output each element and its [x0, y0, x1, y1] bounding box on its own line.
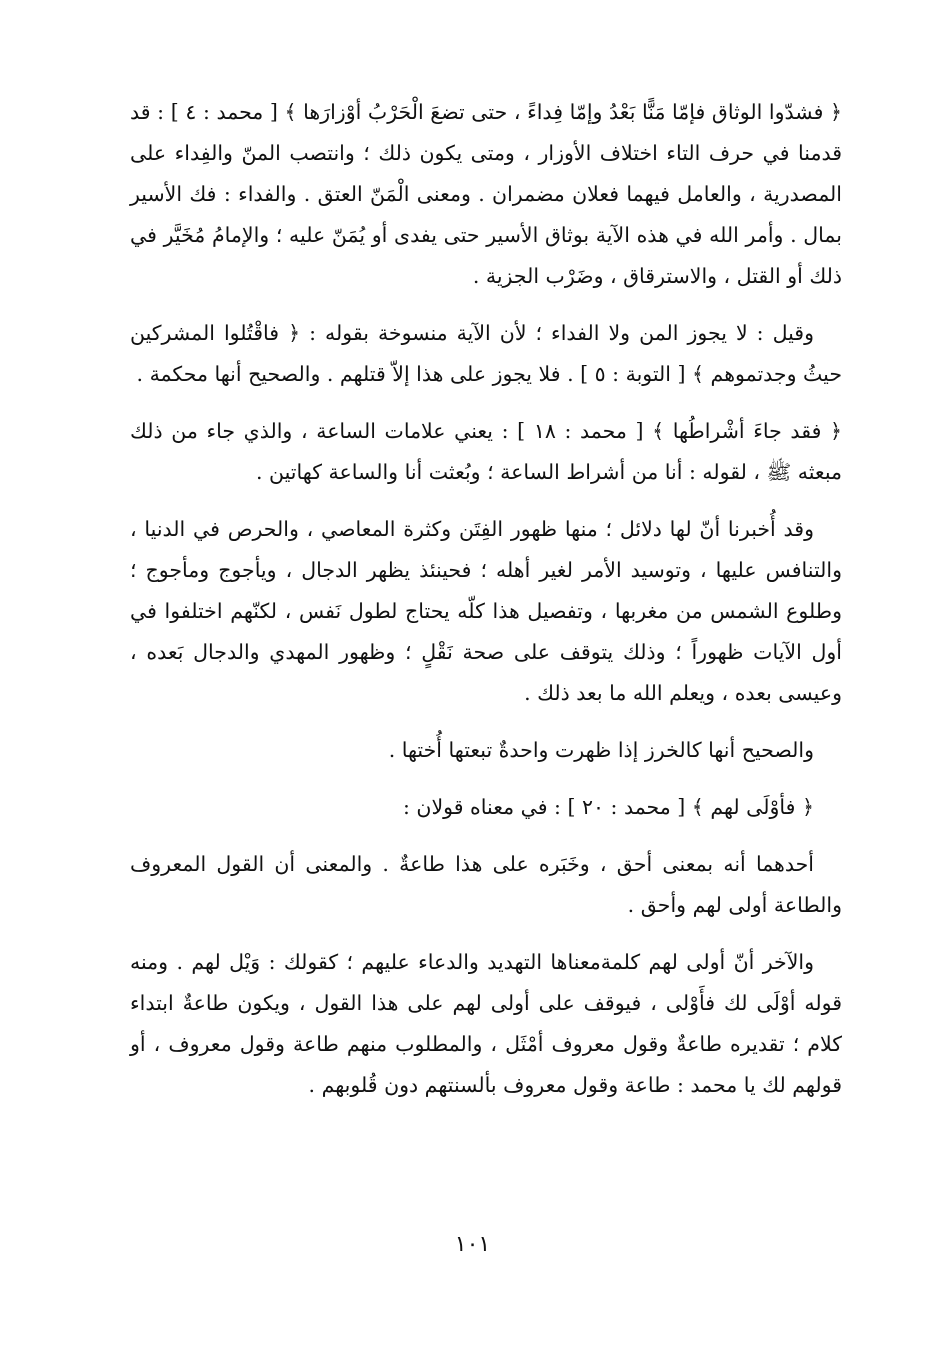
paragraph-verse-4: ﴿ فشدّوا الوثاق فإمّا مَنًّا بَعْدُ وإمّا فِداءً ، حتى تضعَ الْحَرْبُ أوْزارَها ﴾ [ محمد : ٤ ] : قد قدمنا في حرف التاء اختلاف الأوزار ، ومتى يكون ذلك ؛ وانتصب المنّ والفِداء على المصدرية ، والعامل فيهما فعلان مضمران . ومعنى الْمَنّ العتق . والفداء : فك الأسير بمال . وأمر الله في هذه الآية بوثاق الأسير حتى يفدى أو يُمَنّ عليه ؛ والإمامُ مُخَيَّر في ذلك أو القتل ، والاسترقاق ، وضَرْب الجزية .	[130, 100, 842, 288]
paragraph-first-opinion: أحدهما أنه بمعنى أحق ، وخَبَره على هذا طاعةٌ . والمعنى أن القول المعروف والطاعة أولى لهم وأحق .	[130, 852, 842, 917]
page-number: ١٠١	[454, 1232, 491, 1257]
paragraph-second-opinion: والآخر أنّ أولى لهم كلمةمعناها التهديد والدعاء عليهم ؛ كقولك : وَيْل لهم . ومنه قوله أوْلَى لك فأَوْلى ، فيوقف على أولى لهم على هذا القول ، ويكون طاعةٌ ابتداء كلام ؛ تقديره طاعةٌ وقول معروف أمْثَل ، والمطلوب منهم طاعة وقول معروف ، أو قولهم لك يا محمد : طاعة وقول معروف بألسنتهم دون قُلوبهم .	[130, 950, 842, 1097]
paragraph-signs: وقد أُخبرنا أنّ لها دلائل ؛ منها ظهور الفِتَن وكثرة المعاصي ، والحرص في الدنيا ، والتنافس عليها ، وتوسيد الأمر لغير أهله ؛ فحينئذ يظهر الدجال ، ويأجوج ومأجوج ؛ وطلوع الشمس من مغربها ، وتفصيل هذا كلّه يحتاج لطول نَفس ، لكنّهم اختلفوا في أول الآيات ظهوراً ؛ وذلك يتوقف على صحة نَقْلٍ ؛ وظهور المهدي والدجال بَعده ، وعيسى بعده ، ويعلم الله ما بعد ذلك .	[130, 517, 842, 705]
paragraph-verse-18: ﴿ فقد جاءَ أشْراطُها ﴾ [ محمد : ١٨ ] : يعني علامات الساعة ، والذي جاء من ذلك مبعثه ﷺ ، لقوله : أنا من أشراط الساعة ؛ وبُعثت أنا والساعة كهاتين .	[130, 419, 843, 484]
paragraph-abrogation: وقيل : لا يجوز المن ولا الفداء ؛ لأن الآية منسوخة بقوله : ﴿ فاقْتُلوا المشركين حيثُ وجدتموهم ﴾ [ التوبة : ٥ ] . فلا يجوز على هذا إلاّ قتلهم . والصحيح أنها محكمة .	[130, 321, 842, 386]
paragraph-beads: والصحيح أنها كالخرز إذا ظهرت واحدةٌ تبعتها أُختها .	[388, 738, 814, 762]
paragraph-verse-20: ﴿ فأوْلَى لهم ﴾ [ محمد : ٢٠ ] : في معناه قولان :	[402, 795, 814, 819]
page-body	[130, 92, 842, 1122]
